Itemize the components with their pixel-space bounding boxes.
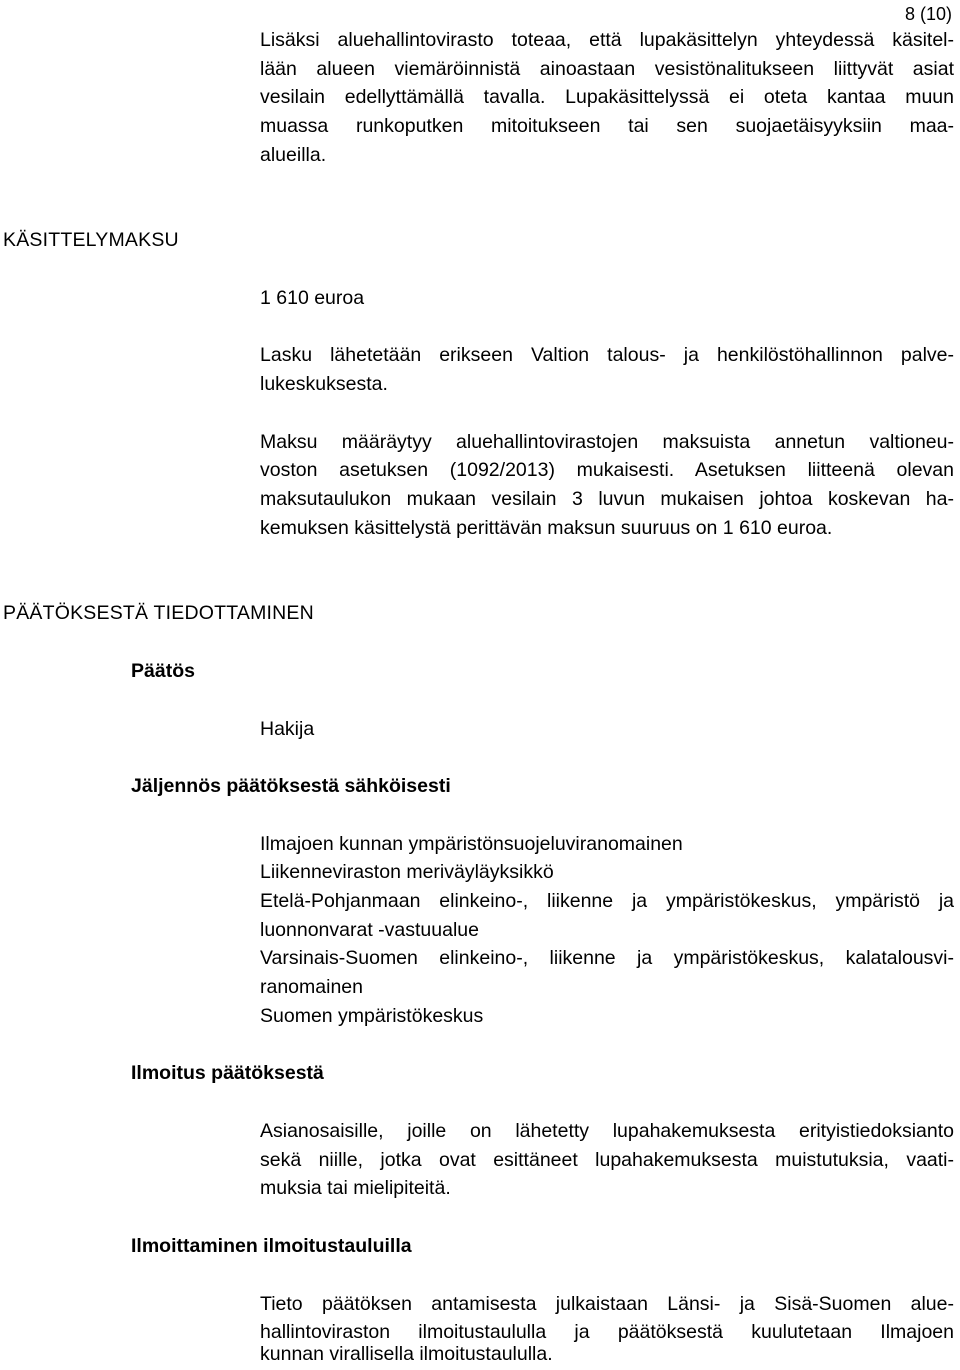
section-heading-tiedottaminen: PÄÄTÖKSESTÄ TIEDOTTAMINEN bbox=[3, 602, 314, 624]
text-line: Asianosaisille, joille on lähetetty lupahakemuksesta erityistiedoksianto bbox=[260, 1120, 954, 1142]
list-item: luonnonvarat -vastuualue bbox=[260, 919, 479, 941]
text-line: sekä niille, jotka ovat esittäneet lupahakemuksesta muistutuksia, vaati- bbox=[260, 1149, 954, 1171]
list-item: ranomainen bbox=[260, 976, 363, 998]
text-line: Tieto päätöksen antamisesta julkaistaan Länsi- ja Sisä-Suomen alue- bbox=[260, 1293, 954, 1315]
text-line: voston asetuksen (1092/2013) mukaisesti. Asetuksen liitteenä olevan bbox=[260, 459, 954, 481]
page-number: 8 (10) bbox=[904, 4, 952, 24]
text-line: kemuksen käsittelystä perittävän maksun suuruus on 1 610 euroa. bbox=[260, 517, 833, 539]
text-line: alueilla. bbox=[260, 144, 327, 166]
text-line: maksutaulukon mukaan vesilain 3 luvun mukaisen johtoa koskevan ha- bbox=[260, 488, 954, 510]
list-item: Liikenneviraston meriväyläyksikkö bbox=[260, 861, 554, 883]
text-line: Lisäksi aluehallintovirasto toteaa, että lupakäsittelyn yhteydessä käsitel- bbox=[260, 29, 954, 51]
decision-recipient: Hakija bbox=[260, 718, 315, 740]
fee-amount: 1 610 euroa bbox=[260, 287, 365, 309]
text-line: Maksu määräytyy aluehallintovirastojen maksuista annetun valtioneu- bbox=[260, 431, 954, 453]
list-item: Suomen ympäristökeskus bbox=[260, 1005, 484, 1027]
subheading-ilmoitus: Ilmoitus päätöksestä bbox=[131, 1062, 324, 1084]
text-line: muassa runkoputken mitoitukseen tai sen suojaetäisyyksiin maa- bbox=[260, 115, 954, 137]
text-line: lään alueen viemäröinnistä ainoastaan vesistönalitukseen liittyvät asiat bbox=[260, 58, 954, 80]
list-item: Etelä-Pohjanmaan elinkeino-, liikenne ja ympäristökeskus, ympäristö ja bbox=[260, 890, 954, 912]
text-line: muksia tai mielipiteitä. bbox=[260, 1177, 451, 1199]
text-line: Lasku lähetetään erikseen Valtion talous- ja henkilöstöhallinnon palve- bbox=[260, 344, 954, 366]
text-line: kunnan virallisella ilmoitustaululla. bbox=[260, 1343, 553, 1365]
text-line: vesilain edellyttämällä tavalla. Lupakäsittelyssä ei oteta kantaa muun bbox=[260, 86, 954, 108]
subheading-jaljennos: Jäljennös päätöksestä sähköisesti bbox=[131, 775, 451, 797]
list-item: Ilmajoen kunnan ympäristönsuojeluviranomainen bbox=[260, 833, 683, 855]
text-line: lukeskuksesta. bbox=[260, 373, 388, 395]
text-line: hallintoviraston ilmoitustaululla ja päätöksestä kuulutetaan Ilmajoen bbox=[260, 1321, 954, 1343]
section-heading-kasittelymaksu: KÄSITTELYMAKSU bbox=[3, 229, 179, 251]
subheading-ilmoitustaulu: Ilmoittaminen ilmoitustauluilla bbox=[131, 1235, 412, 1257]
subheading-paatos: Päätös bbox=[131, 660, 195, 682]
list-item: Varsinais-Suomen elinkeino-, liikenne ja ympäristökeskus, kalatalousvi- bbox=[260, 947, 954, 969]
